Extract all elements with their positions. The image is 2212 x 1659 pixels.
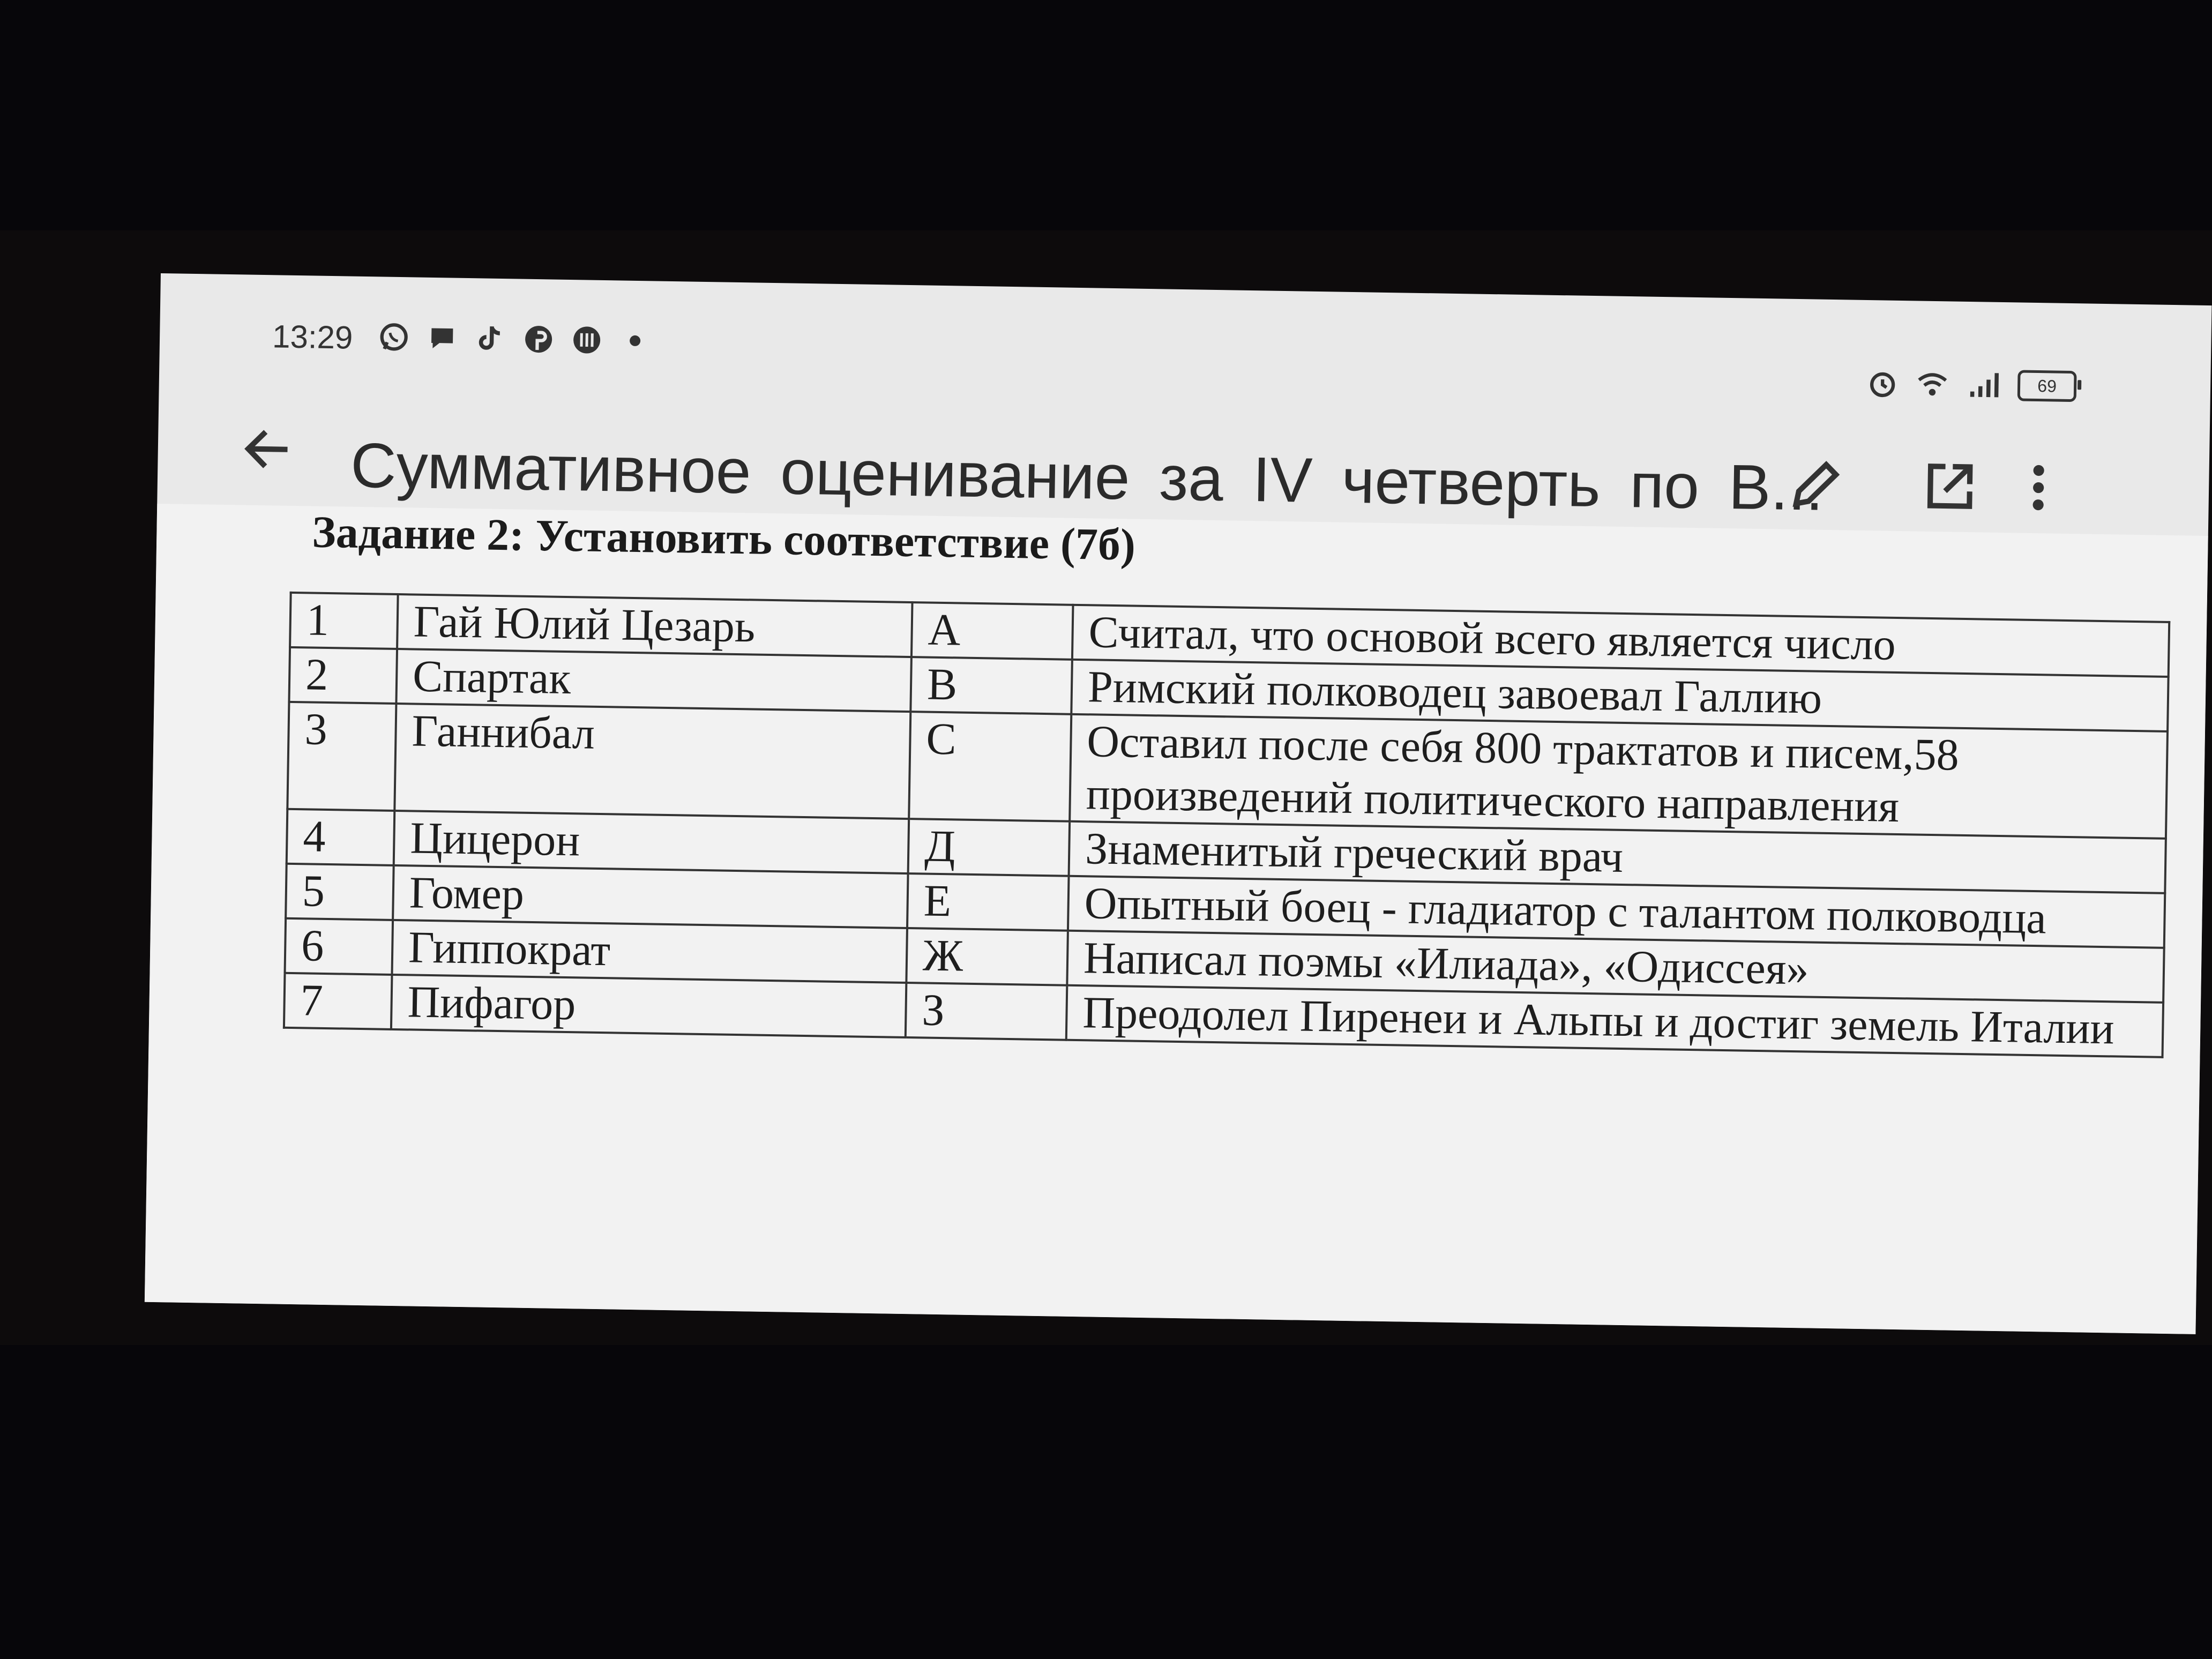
open-external-icon (1920, 457, 1980, 517)
description: Написал поэмы «Илиада», «Одиссея» (1067, 931, 2164, 1003)
battery-icon: 69 (2017, 370, 2077, 402)
system-icons (1866, 367, 2077, 402)
row-number: 2 (289, 647, 397, 704)
answer-letter: Ж (906, 928, 1068, 985)
row-number: 4 (287, 809, 395, 865)
phone-screen (145, 273, 2212, 1334)
description: Опытный боец - гладиатор с талантом полководца (1068, 876, 2165, 948)
pinterest-icon (521, 322, 556, 357)
answer-letter: Д (908, 819, 1070, 876)
message-icon (425, 320, 460, 355)
person-name: Ганнибал (394, 704, 910, 819)
person-name: Гай Юлий Цезарь (397, 594, 912, 657)
dot-icon (618, 323, 653, 358)
whatsapp-icon (377, 319, 412, 354)
more-options-button[interactable] (2022, 458, 2055, 518)
app-icon (570, 323, 604, 357)
person-name: Гиппократ (392, 920, 907, 983)
open-external-button[interactable] (1920, 457, 1980, 517)
answer-letter: В (910, 657, 1072, 714)
row-number: 3 (287, 702, 396, 811)
person-name: Цицерон (394, 811, 909, 873)
answer-letter: А (911, 602, 1073, 660)
edit-button[interactable] (1786, 454, 1846, 514)
notification-icons (377, 319, 653, 358)
description: Оставил после себя 800 трактатов и писем,58 произведений политического направления (1070, 714, 2168, 839)
person-name: Гомер (393, 865, 908, 928)
row-number: 1 (290, 593, 398, 649)
document-view[interactable] (145, 504, 2208, 1334)
description: Преодолел Пиренеи и Альпы и достиг земель Италии (1066, 985, 2163, 1057)
row-number: 7 (284, 973, 392, 1029)
task-heading: Задание 2: Установить соответствие (7б) (311, 507, 1136, 570)
document-title: Суммативное оценивание за IV четверть по В... (350, 430, 1824, 524)
alarm-icon (1866, 367, 1899, 400)
back-button[interactable] (238, 419, 298, 479)
person-name: Пифагор (391, 975, 906, 1037)
person-name: Спартак (396, 649, 911, 712)
description: Считал, что основой всего является число (1072, 605, 2169, 677)
signal-icon (1966, 369, 2002, 401)
arrow-left-icon (238, 419, 298, 479)
answer-letter: Е (907, 873, 1069, 931)
description: Римский полководец завоевал Галлию (1071, 660, 2168, 731)
description: Знаменитый греческий врач (1069, 821, 2166, 893)
row-number: 5 (286, 864, 394, 920)
tiktok-icon (473, 321, 508, 356)
matching-table (283, 592, 2170, 1058)
more-vertical-icon (2022, 458, 2055, 518)
pencil-icon (1786, 454, 1846, 514)
row-number: 6 (285, 918, 393, 975)
status-time: 13:29 (272, 318, 353, 356)
answer-letter: З (906, 983, 1067, 1040)
answer-letter: С (909, 712, 1071, 821)
wifi-icon (1915, 368, 1951, 400)
